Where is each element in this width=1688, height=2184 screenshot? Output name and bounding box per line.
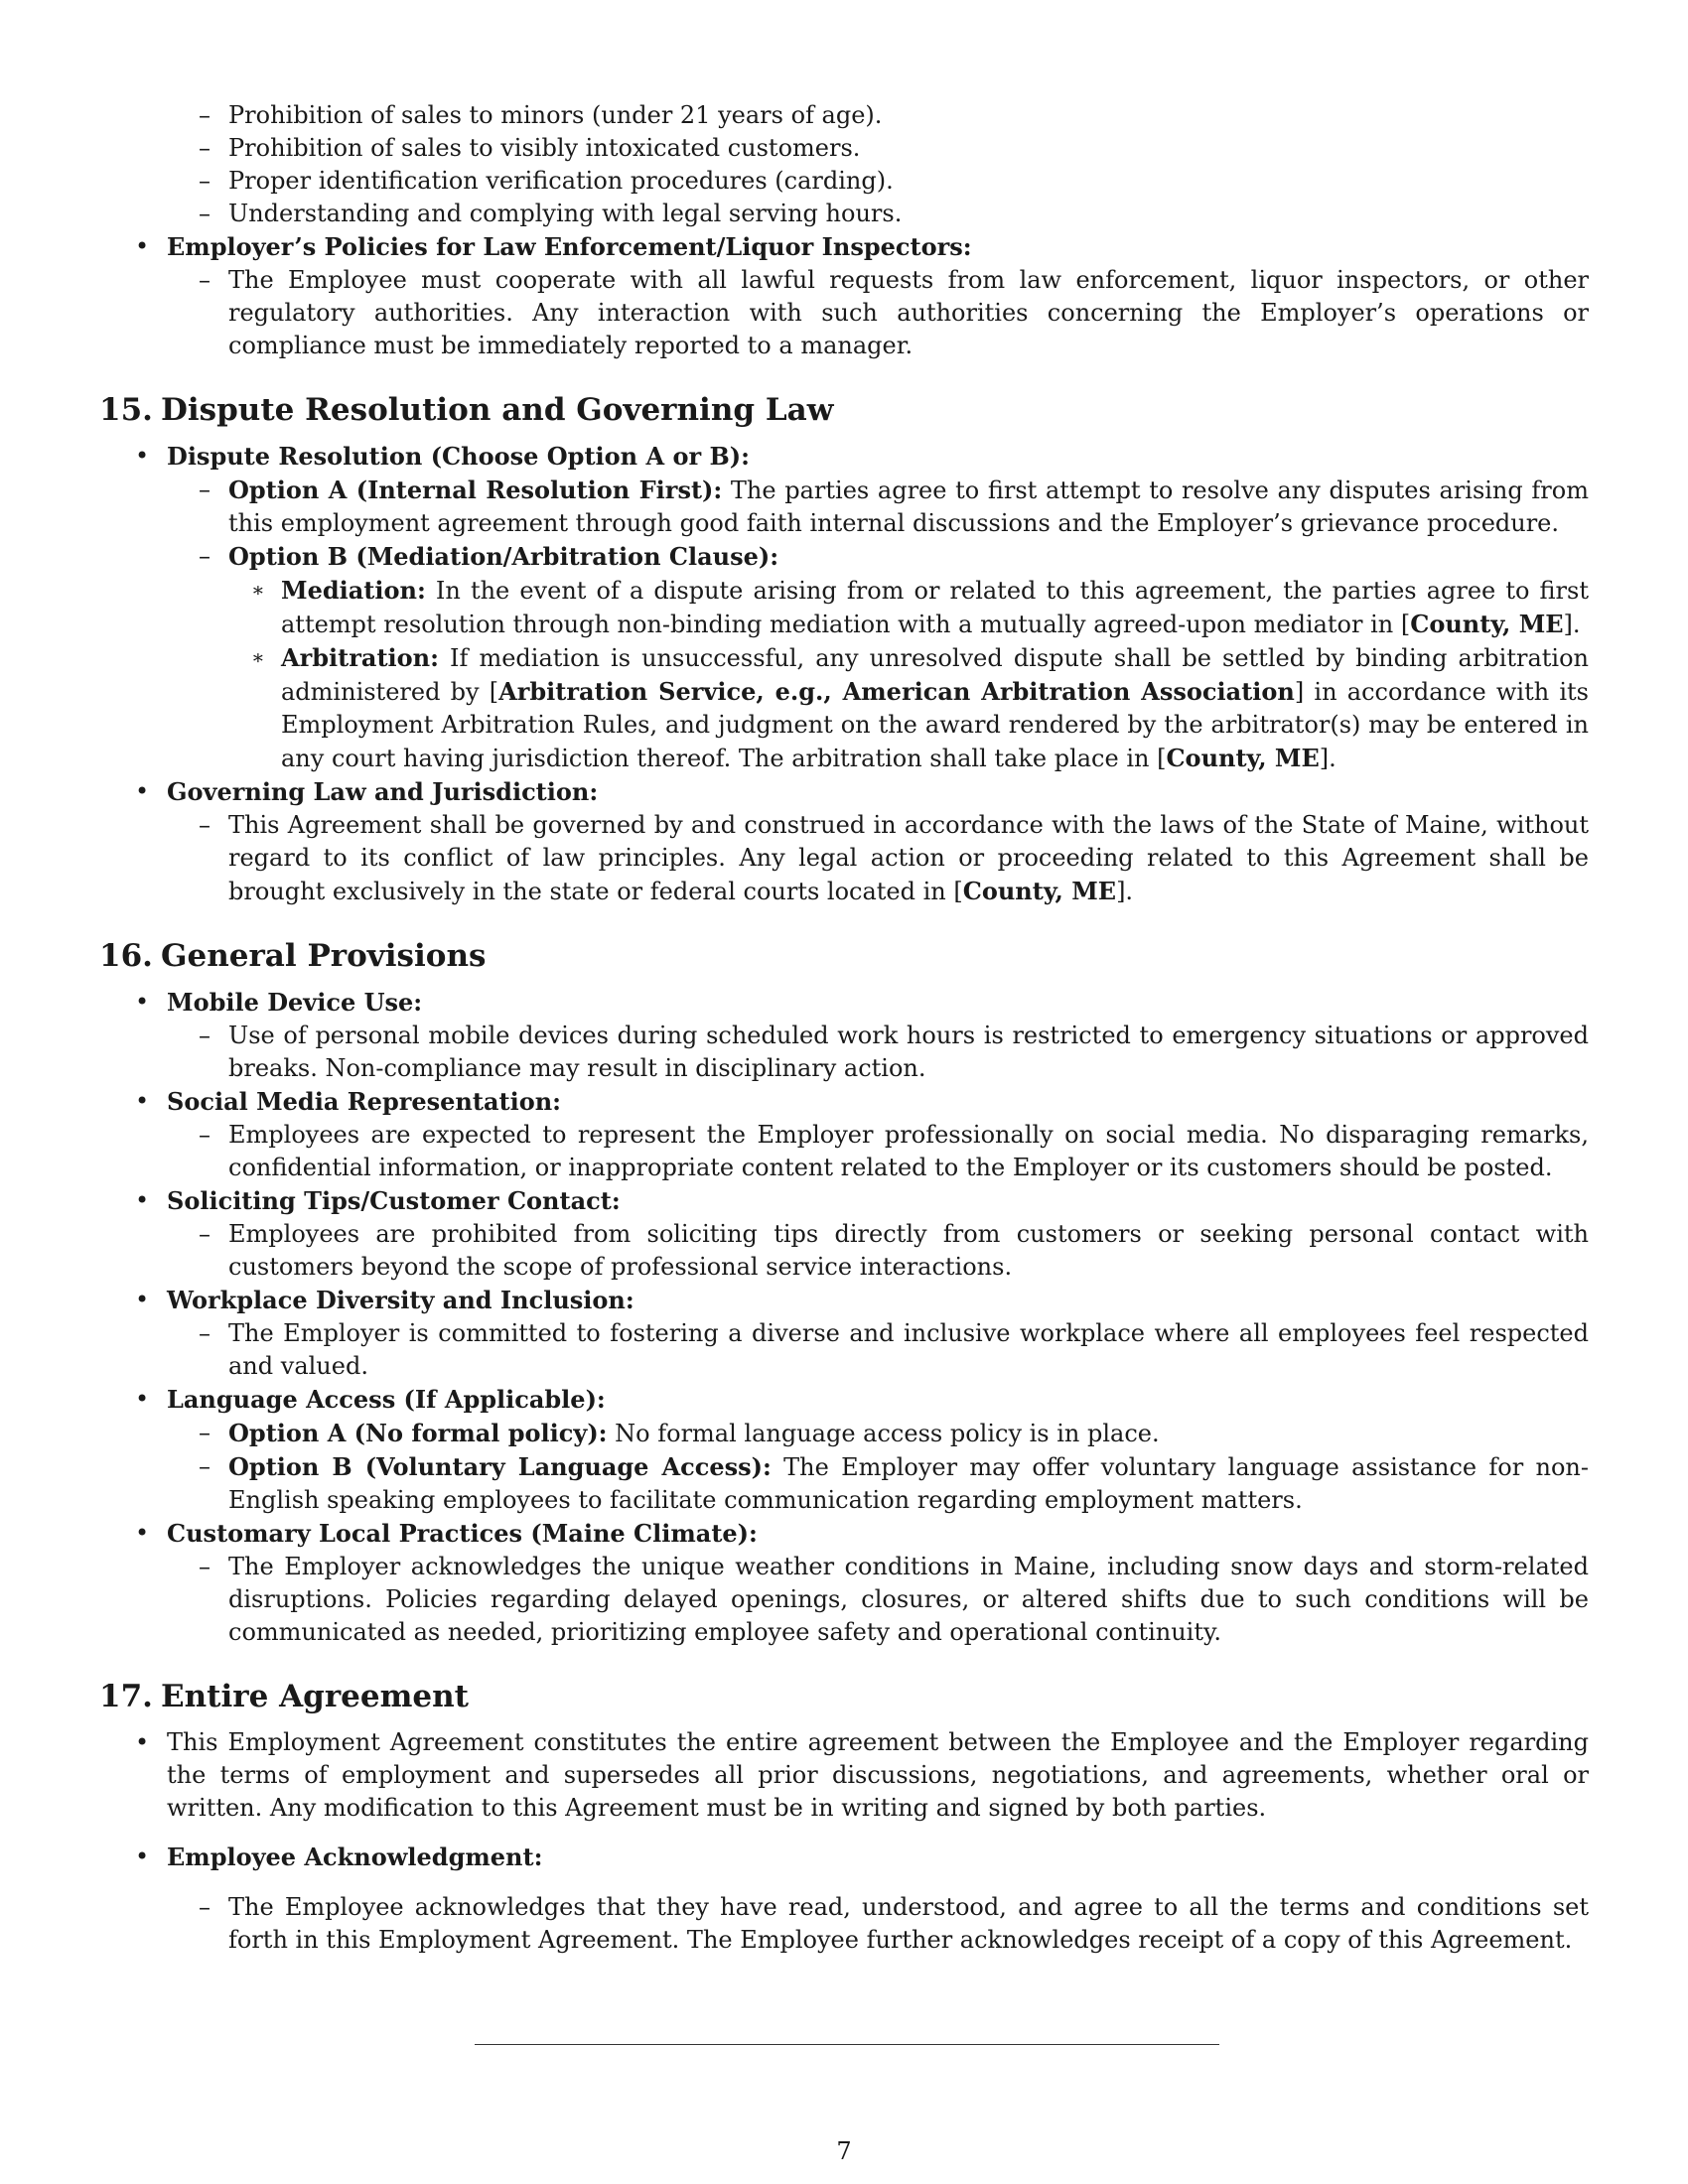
page-number: 7: [836, 2137, 852, 2165]
acknowledgment-text: – The Employee acknowledges that they have read, understood, and agree to all the terms and conditions set forth in this Employment Agreement. The Employee further acknowledges receipt of a copy of this Agreement.: [199, 1893, 1589, 1954]
mobile-device-text: – Use of personal mobile devices during scheduled work hours is restricted to emergency situations or approved breaks. Non-compliance may result in disciplinary action.: [199, 1022, 1589, 1082]
soliciting-tips-text: – Employees are prohibited from soliciting tips directly from customers or seeking personal contact with customers beyond the scope of professional service interactions.: [199, 1220, 1589, 1281]
social-media-text: – Employees are expected to represent the Employer professionally on social media. No disparaging remarks, confidential information, or inappropriate content related to the Employer or its customers should be posted.: [199, 1121, 1589, 1181]
option-b-item: – Option B (Mediation/Arbitration Clause):: [199, 542, 779, 571]
climate-heading: • Customary Local Practices (Maine Climate):: [135, 1519, 758, 1548]
diversity-heading: • Workplace Diversity and Inclusion:: [135, 1286, 634, 1314]
soliciting-tips-heading: • Soliciting Tips/Customer Contact:: [135, 1186, 621, 1215]
mobile-device-heading: • Mobile Device Use:: [135, 988, 423, 1017]
law-enforcement-heading: • Employer’s Policies for Law Enforcement/Liquor Inspectors:: [135, 232, 972, 261]
section-15-title: 15. Dispute Resolution and Governing Law: [99, 392, 834, 428]
mediation-item: ∗ Mediation: In the event of a dispute arising from or related to this agreement, the parties agree to first attempt resolution through non-binding mediation with a mutually agreed-upon mediator in [County, ME].: [251, 576, 1589, 638]
acknowledgment-heading: • Employee Acknowledgment:: [135, 1843, 543, 1871]
entire-agreement-text: • This Employment Agreement constitutes the entire agreement between the Employee and the Employer regarding the terms of employment and supersedes all prior discussions, negotiations, and agreements, whether oral or written. Any modification to this Agreement must be in writing and signed by both parties.: [135, 1728, 1589, 1822]
law-enforcement-text: – The Employee must cooperate with all lawful requests from law enforcement, liquor inspectors, or other regulatory authorities. Any interaction with such authorities concerning the Employer’s operations or compliance must be immediately reported to a manager.: [199, 266, 1589, 359]
dispute-resolution-heading: • Dispute Resolution (Choose Option A or B):: [135, 442, 750, 471]
list-item: – Proper identification verification procedures (carding).: [199, 167, 894, 195]
diversity-text: – The Employer is committed to fostering a diverse and inclusive workplace where all employees feel respected and valued.: [199, 1319, 1589, 1380]
list-item: – Prohibition of sales to minors (under 21 years of age).: [199, 101, 883, 129]
option-a-item: – Option A (Internal Resolution First): The parties agree to first attempt to resolve any disputes arising from this employment agreement through good faith internal discussions and the Employer’s grievance procedure.: [199, 476, 1589, 537]
arbitration-item: ∗ Arbitration: If mediation is unsuccessful, any unresolved dispute shall be settled by binding arbitration administered by [Arbitration Service, e.g., American Arbitration Association] in accordance with its Employment Arbitration Rules, and judgment on the award rendered by the arbitrator(s) may be entered in any court having jurisdiction thereof. The arbitration shall take place in [County, ME].: [251, 643, 1590, 772]
governing-law-text: – This Agreement shall be governed by and construed in accordance with the laws of the State of Maine, without regard to its conflict of law principles. Any legal action or proceeding related to this Agreement shall be brought exclusively in the state or federal courts located in [County, ME].: [199, 811, 1589, 905]
section-16-title: 16. General Provisions: [99, 938, 487, 974]
governing-law-heading: • Governing Law and Jurisdiction:: [135, 777, 599, 806]
social-media-heading: • Social Media Representation:: [135, 1087, 562, 1116]
language-option-a: – Option A (No formal policy): No formal language access policy is in place.: [199, 1419, 1160, 1447]
list-item: – Prohibition of sales to visibly intoxicated customers.: [199, 134, 861, 162]
list-item: – Understanding and complying with legal serving hours.: [199, 200, 903, 227]
language-access-heading: • Language Access (If Applicable):: [135, 1385, 606, 1414]
climate-text: – The Employer acknowledges the unique weather conditions in Maine, including snow days and storm-related disruptions. Policies regarding delayed openings, closures, or altered shifts due to such conditions will be communicated as needed, prioritizing employee safety and operational continuity.: [199, 1553, 1589, 1646]
section-17-title: 17. Entire Agreement: [99, 1679, 469, 1714]
page-content: [99, 99, 1589, 1957]
signature-line: [475, 2044, 1219, 2045]
language-option-b: – Option B (Voluntary Language Access): The Employer may offer voluntary language assistance for non-English speaking employees to facilitate communication regarding employment matters.: [199, 1452, 1589, 1514]
